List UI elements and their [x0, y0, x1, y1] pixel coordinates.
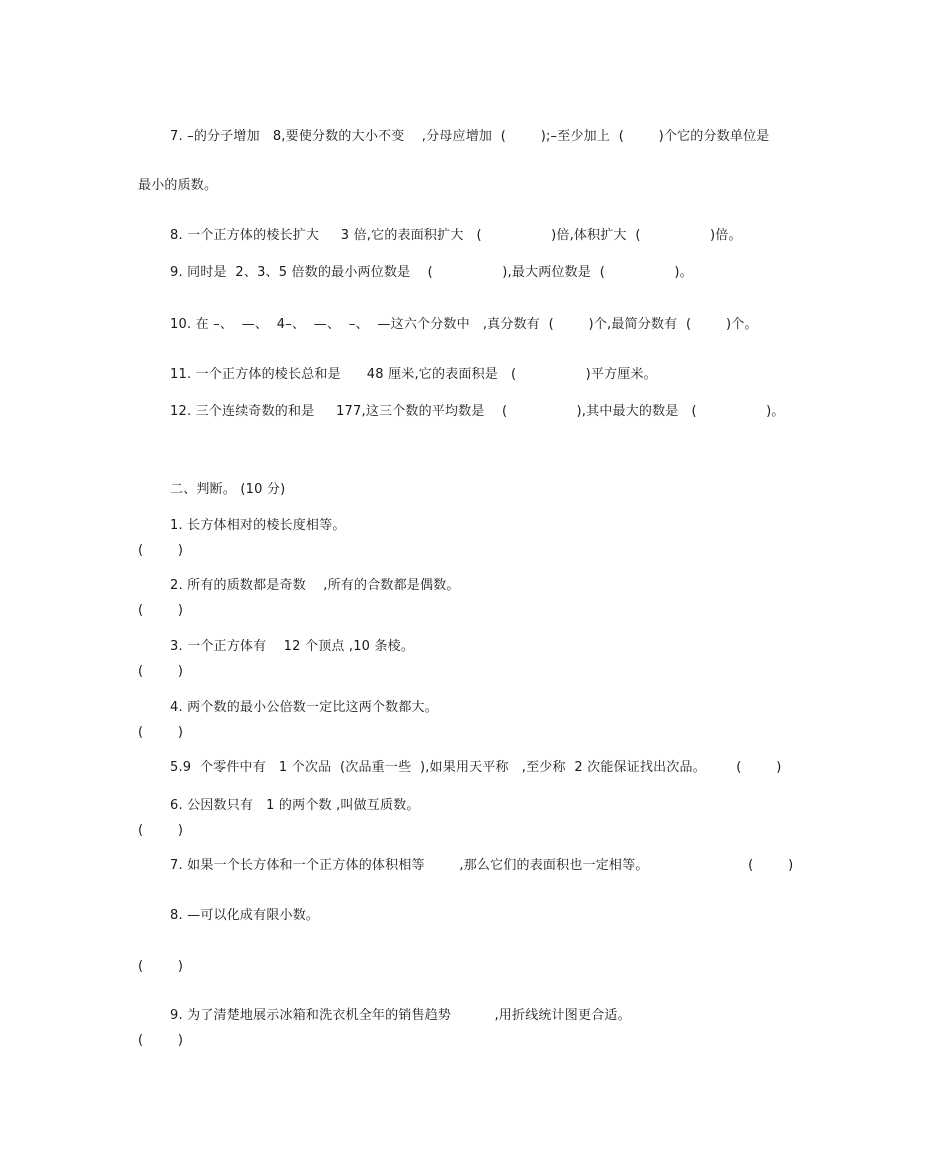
- judgment-question-4: 4. 两个数的最小公倍数一定比这两个数都大。: [170, 700, 438, 715]
- judgment-question-8: 8. —可以化成有限小数。: [170, 908, 320, 923]
- question-8: 8. 一个正方体的棱长扩大 3 倍,它的表面积扩大 ( )倍,体积扩大 ( )倍。: [170, 228, 742, 243]
- answer-bracket: ( ): [138, 823, 184, 838]
- question-9: 9. 同时是 2、3、5 倍数的最小两位数是 ( ),最大两位数是 ( )。: [170, 265, 693, 280]
- judgment-question-7: 7. 如果一个长方体和一个正方体的体积相等 ,那么它们的表面积也一定相等。 ( ): [170, 858, 794, 873]
- question-11: 11. 一个正方体的棱长总和是 48 厘米,它的表面积是 ( )平方厘米。: [170, 367, 657, 382]
- answer-bracket: ( ): [138, 603, 184, 618]
- question-7-line-2: 最小的质数。: [138, 178, 218, 193]
- judgment-question-3: 3. 一个正方体有 12 个顶点 ,10 条棱。: [170, 639, 415, 654]
- judgment-question-1: 1. 长方体相对的棱长度相等。: [170, 518, 346, 533]
- section-heading-judgment: 二、判断。 (10 分): [170, 482, 286, 497]
- judgment-question-2: 2. 所有的质数都是奇数 ,所有的合数都是偶数。: [170, 578, 460, 593]
- question-10: 10. 在 –、 —、 4–、 —、 –、 —这六个分数中 ,真分数有 ( )个,最简分数有 ( )个。: [170, 317, 758, 332]
- judgment-question-5: 5.9 个零件中有 1 个次品 (次品重一些 ),如果用天平称 ,至少称 2 次能保证找出次品。 ( ): [170, 760, 782, 775]
- answer-bracket: ( ): [138, 543, 184, 558]
- judgment-question-9: 9. 为了清楚地展示冰箱和洗衣机全年的销售趋势 ,用折线统计图更合适。: [170, 1008, 631, 1023]
- judgment-question-6: 6. 公因数只有 1 的两个数 ,叫做互质数。: [170, 798, 420, 813]
- answer-bracket: ( ): [138, 725, 184, 740]
- question-7-line-1: 7. –的分子增加 8,要使分数的大小不变 ,分母应增加 ( );–至少加上 ( )个它的分数单位是: [170, 129, 770, 144]
- answer-bracket: ( ): [138, 1033, 184, 1048]
- question-12: 12. 三个连续奇数的和是 177,这三个数的平均数是 ( ),其中最大的数是 ( )。: [170, 404, 785, 419]
- answer-bracket: ( ): [138, 664, 184, 679]
- answer-bracket: ( ): [138, 959, 184, 974]
